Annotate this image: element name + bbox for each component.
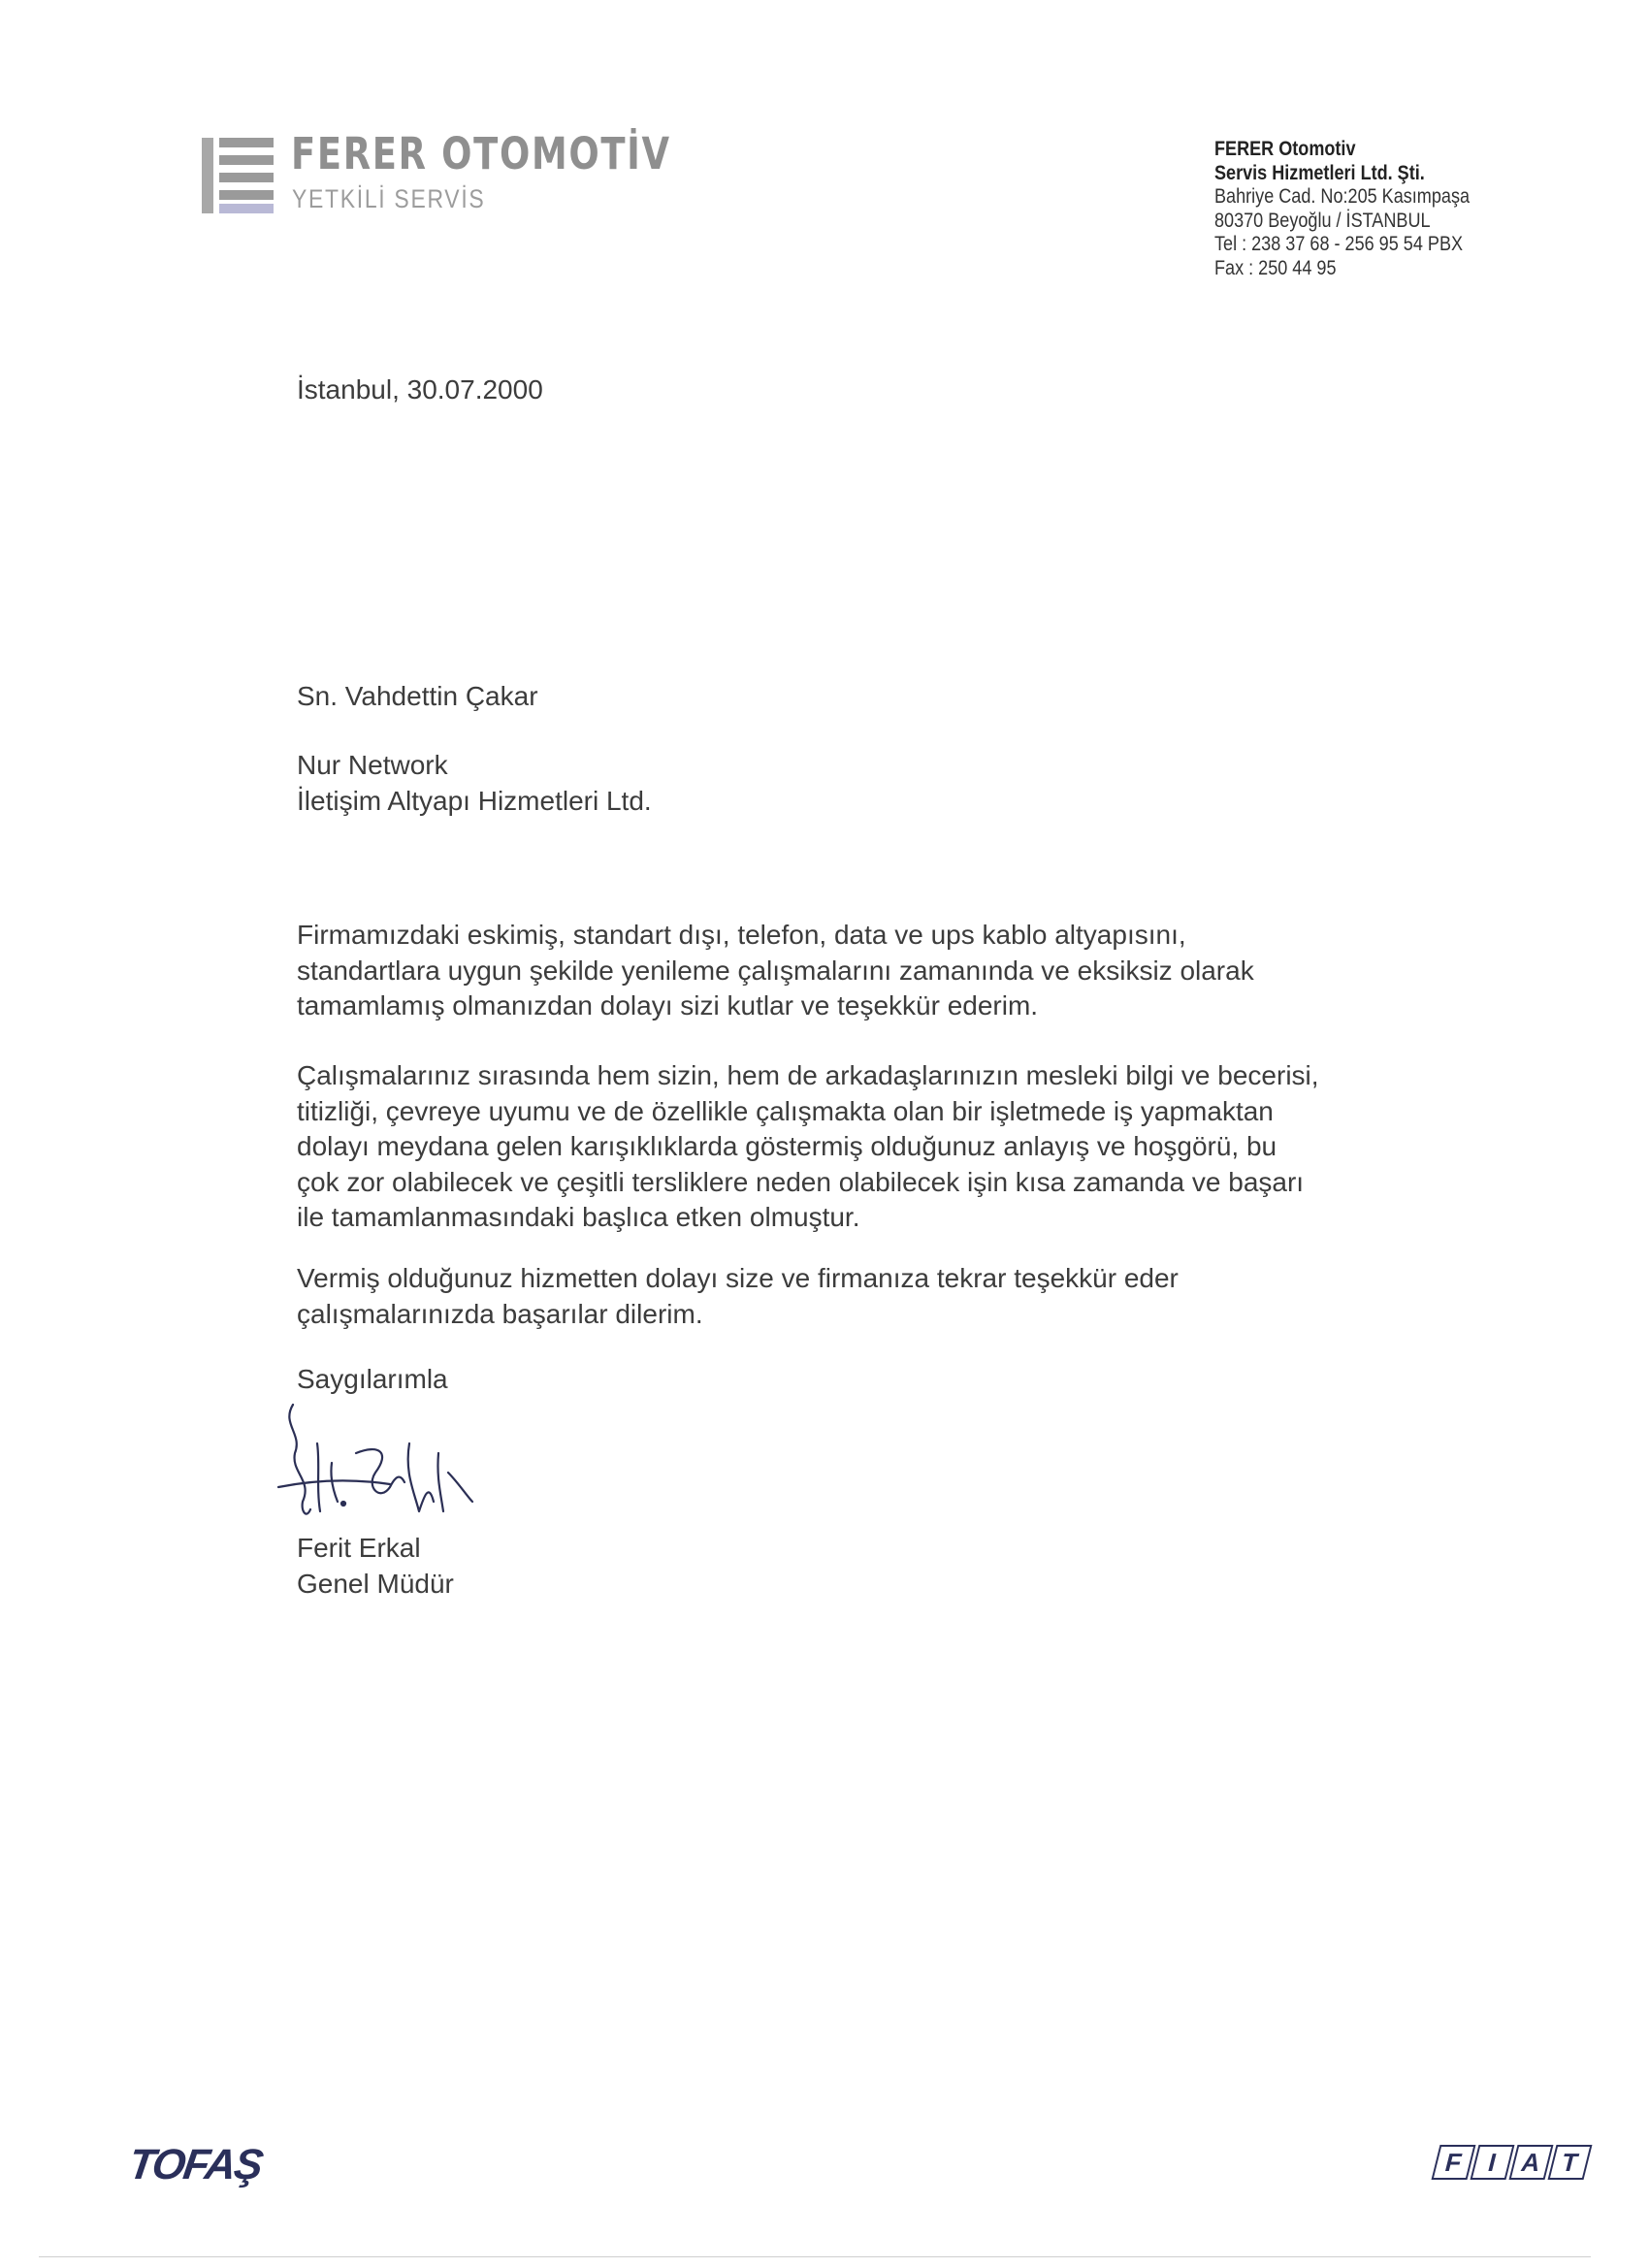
fiat-logo: [1432, 2145, 1593, 2180]
company-fax: Fax : 250 44 95: [1214, 256, 1337, 279]
handwritten-signature: [274, 1395, 477, 1540]
page-bottom-edge: [39, 2256, 1591, 2257]
signer-title: Genel Müdür: [297, 1568, 454, 1599]
logo-subtitle: YETKİLİ SERVİS: [292, 184, 486, 213]
paragraph-line: Firmamızdaki eskimiş, standart dışı, telefon, data ve ups kablo altyapısını,: [297, 920, 1186, 950]
logo-company-name: FERER OTOMOTİV: [291, 128, 671, 179]
logo-mark-icon: [202, 138, 274, 213]
company-city: 80370 Beyoğlu / İSTANBUL: [1214, 209, 1431, 232]
letter-date: İstanbul, 30.07.2000: [297, 374, 543, 405]
body-paragraph-1: [297, 918, 1254, 1024]
recipient-name: Sn. Vahdettin Çakar: [297, 681, 538, 711]
company-street: Bahriye Cad. No:205 Kasımpaşa: [1214, 185, 1471, 208]
recipient-company: [297, 748, 652, 819]
recipient-company-line: Nur Network: [297, 750, 448, 780]
company-address-block: [1214, 138, 1548, 280]
fiat-logo-letter: A: [1509, 2145, 1554, 2180]
paragraph-line: ile tamamlanmasındaki başlıca etken olmuştur.: [297, 1202, 860, 1232]
paragraph-line: titizliği, çevreye uyumu ve de özellikle çalışmakta olan bir işletmede iş yapmaktan: [297, 1095, 1274, 1126]
company-legal-name: Servis Hizmetleri Ltd. Şti.: [1214, 161, 1425, 184]
tofas-logo: TOFAŞ: [125, 2141, 265, 2188]
paragraph-line: standartlara uygun şekilde yenileme çalışmalarını zamanında ve eksiksiz olarak: [297, 955, 1254, 986]
signer-name: Ferit Erkal: [297, 1533, 421, 1563]
company-name: FERER Otomotiv: [1214, 138, 1356, 160]
body-paragraph-2: [297, 1058, 1319, 1236]
paragraph-line: çalışmalarınızda başarılar dilerim.: [297, 1298, 703, 1329]
paragraph-line: Çalışmalarınız sırasında hem sizin, hem de arkadaşlarınızın mesleki bilgi ve becerisi,: [297, 1060, 1319, 1090]
body-paragraph-3: [297, 1261, 1179, 1332]
fiat-logo-letter: T: [1548, 2145, 1593, 2180]
paragraph-line: dolayı meydana gelen karışıklıklarda göstermiş olduğunuz anlayış ve hoşgörü, bu: [297, 1131, 1277, 1161]
paragraph-line: tamamlamış olmanızdan dolayı sizi kutlar ve teşekkür ederim.: [297, 990, 1039, 1021]
paragraph-line: çok zor olabilecek ve çeşitli tersliklere neden olabilecek işin kısa zamanda ve başarı: [297, 1166, 1305, 1197]
company-phone: Tel : 238 37 68 - 256 95 54 PBX: [1214, 233, 1464, 255]
fiat-logo-letter: I: [1471, 2145, 1515, 2180]
signer-block: [297, 1531, 454, 1602]
closing-salutation: Saygılarımla: [297, 1364, 448, 1394]
fiat-logo-letter: F: [1432, 2145, 1476, 2180]
recipient-company-line: İletişim Altyapı Hizmetleri Ltd.: [297, 785, 652, 816]
paragraph-line: Vermiş olduğunuz hizmetten dolayı size ve firmanıza tekrar teşekkür eder: [297, 1263, 1179, 1293]
